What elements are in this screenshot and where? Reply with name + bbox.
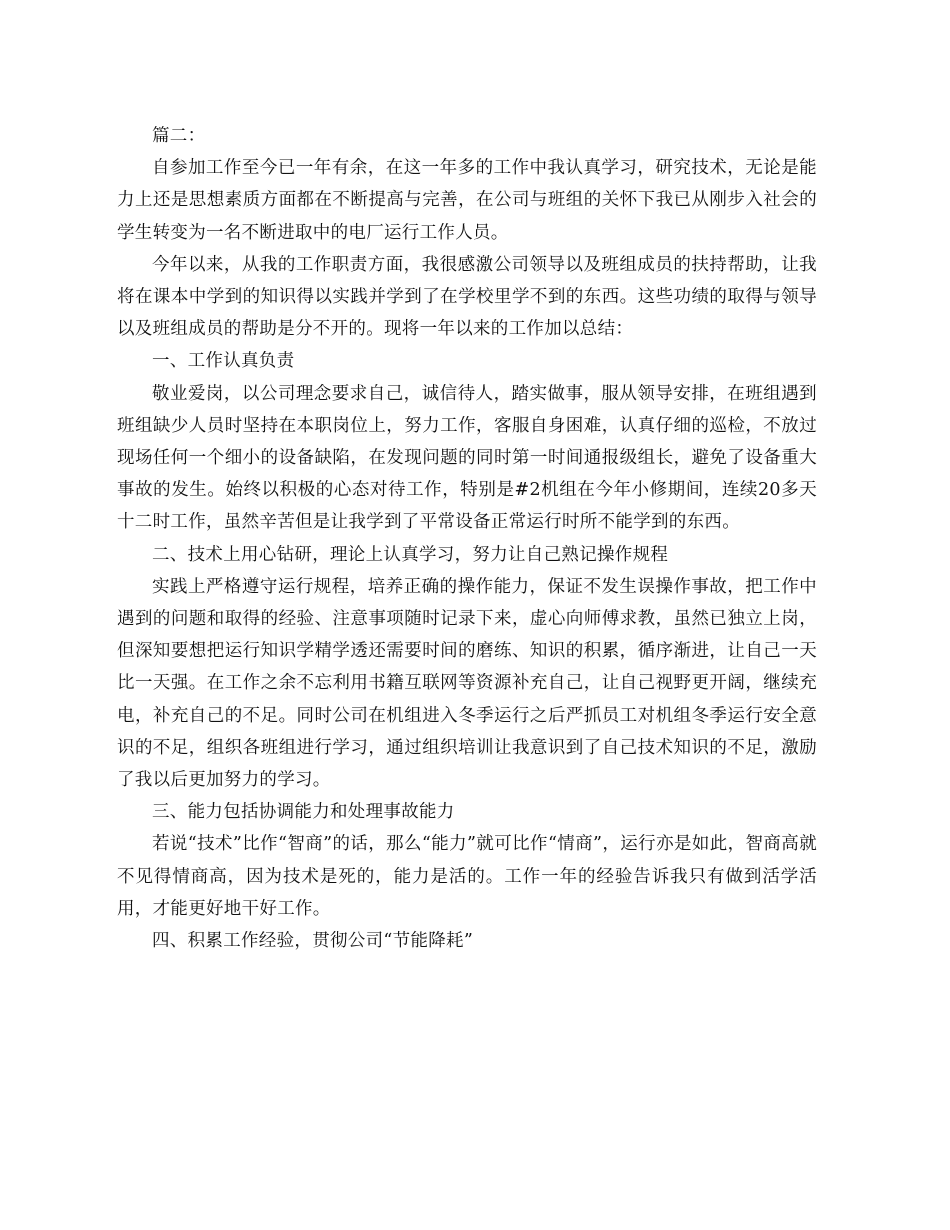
paragraph: 敬业爱岗，以公司理念要求自己，诚信待人，踏实做事，服从领导安排，在班组遇到班组缺少人员时坚持在本职岗位上，努力工作，客服自身困难，认真仔细的巡检，不放过现场任何一个细小的设备缺陷，在发现问题的同时第一时间通报级组长，避免了设备重大事故的发生。始终以积极的心态对待工作，特别是#2机组在今年小修期间，连续20多天十二时工作，虽然辛苦但是让我学到了平常设备正常运行时所不能学到的东西。 [117,383,817,533]
section-heading: 三、能力包括协调能力和处理事故能力 [152,802,455,823]
section-heading: 一、工作认真负责 [152,351,295,372]
paragraph: 今年以来，从我的工作职责方面，我很感激公司领导以及班组成员的扶持帮助，让我将在课本中学到的知识得以实践并学到了在学校里学不到的东西。这些功绩的取得与领导以及班组成员的帮助是分不开的。现将一年以来的工作加以总结： [117,254,817,340]
paragraph: 自参加工作至今已一年有余，在这一年多的工作中我认真学习，研究技术，无论是能力上还是思想素质方面都在不断提高与完善，在公司与班组的关怀下我已从刚步入社会的学生转变为一名不断进取中的电厂运行工作人员。 [117,158,817,243]
section-heading: 四、积累工作经验，贯彻公司“节能降耗” [152,931,474,952]
paragraph: 实践上严格遵守运行规程，培养正确的操作能力，保证不发生误操作事故，把工作中遇到的问题和取得的经验、注意事项随时记录下来，虚心向师傅求教，虽然已独立上岗，但深知要想把运行知识学精学透还需要时间的磨练、知识的积累，循序渐进，让自己一天比一天强。在工作之余不忘利用书籍互联网等资源补充自己，让自己视野更开阔，继续充电，补充自己的不足。同时公司在机组进入冬季运行之后严抓员工对机组冬季运行安全意识的不足，组织各班组进行学习，通过组织培训让我意识到了自己技术知识的不足，激励了我以后更加努力的学习。 [117,576,817,791]
section-heading: 二、技术上用心钻研，理论上认真学习，努力让自己熟记操作规程 [152,544,669,565]
document-body [117,120,817,957]
paragraph: 若说“技术”比作“智商”的话，那么“能力”就可比作“情商”，运行亦是如此，智商高就不见得情商高，因为技术是死的，能力是活的。工作一年的经验告诉我只有做到活学活用，才能更好地干好工作。 [117,834,817,919]
section-label: 篇二： [152,126,206,146]
